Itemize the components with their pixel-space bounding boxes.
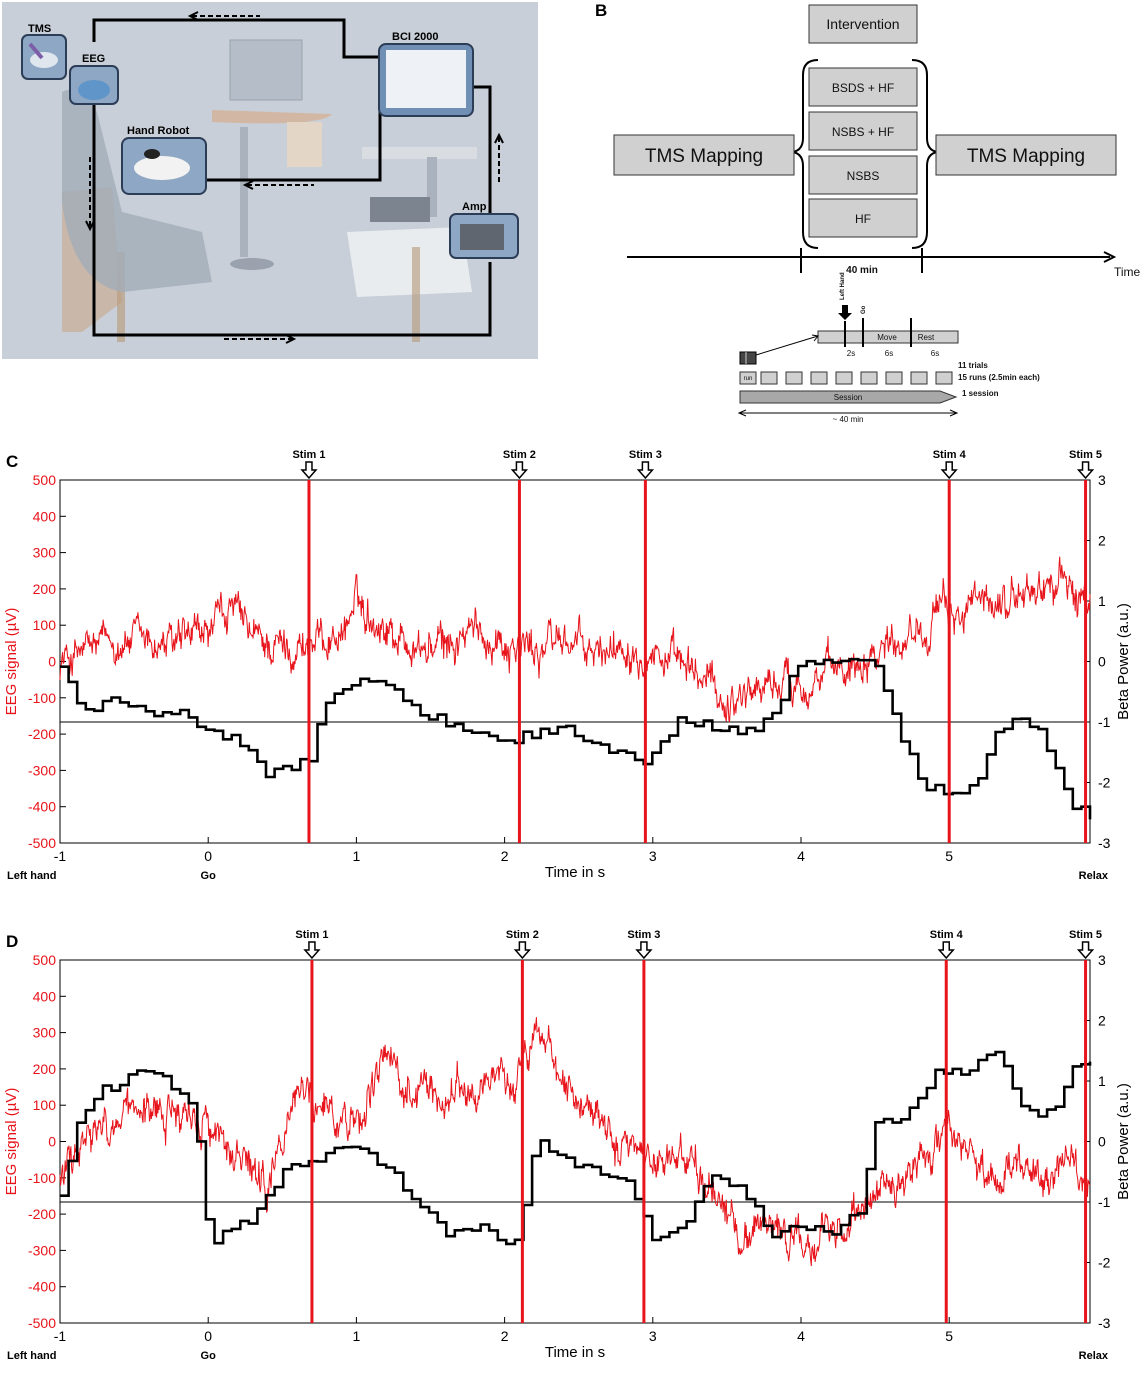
y-left-tick-label: -100: [27, 1169, 56, 1186]
y-left-tick-label: 100: [32, 1097, 56, 1114]
y-left-tick-label: 500: [32, 952, 56, 968]
stim-label: Stim 5: [1069, 449, 1103, 461]
y-left-tick-label: -300: [27, 1242, 56, 1259]
y-right-tick-label: -1: [1098, 1194, 1111, 1210]
tms-coil-icon: [30, 52, 58, 68]
chart-d: [0, 925, 1145, 1365]
tms-label: TMS: [28, 23, 52, 35]
y-left-tick-label: -400: [27, 1278, 56, 1295]
x-tick-label: 4: [797, 1328, 805, 1344]
trial-left-hand-label: Left Hand: [840, 272, 846, 300]
condition-label-3: NSBS: [846, 169, 880, 183]
cart-device: [370, 197, 430, 222]
y-left-tick-label: -500: [27, 1315, 56, 1331]
stim-label: Stim 1: [295, 929, 329, 941]
y-right-tick-label: -3: [1098, 835, 1111, 851]
x-tick-label: 3: [648, 1328, 657, 1344]
y-left-tick-label: 500: [32, 472, 56, 488]
y-right-tick-label: -1: [1098, 714, 1111, 730]
event-label: Relax: [1078, 870, 1108, 882]
hand-robot-icon: [134, 156, 190, 180]
event-label: Left hand: [7, 1350, 57, 1362]
panel-letter-d: D: [6, 932, 19, 951]
stim-arrow-icon: [302, 462, 316, 478]
y-left-tick-label: -500: [27, 835, 56, 851]
x-tick-label: 5: [945, 848, 954, 864]
x-tick-label: 0: [204, 1328, 213, 1344]
y-right-tick-label: 0: [1098, 1133, 1106, 1150]
trial-rest-label: Rest: [917, 333, 935, 342]
y-right-tick-label: 3: [1098, 472, 1106, 488]
stim-arrow-icon: [939, 942, 953, 958]
panel-letter-b: B: [595, 1, 608, 20]
x-tick-label: 4: [797, 848, 805, 864]
y-right-axis-label: Beta Power (a.u.): [1115, 603, 1132, 720]
desk-drawer: [287, 122, 322, 167]
beta-power-line: [60, 1052, 1090, 1244]
y-right-tick-label: 1: [1098, 1073, 1106, 1089]
y-left-tick-label: -400: [27, 798, 56, 815]
intervention-label: Intervention: [826, 16, 900, 32]
y-right-tick-label: 2: [1098, 1012, 1106, 1029]
stim-label: Stim 5: [1069, 929, 1103, 941]
x-tick-label: 5: [945, 1328, 954, 1344]
stim-arrow-icon: [638, 462, 652, 478]
y-left-axis-label: EEG signal (µV): [3, 607, 20, 716]
stim-arrow-icon: [942, 462, 956, 478]
condition-label-2: NSBS + HF: [831, 125, 895, 139]
stim-arrow-icon: [1079, 942, 1093, 958]
stim-arrow-icon: [512, 462, 526, 478]
chart-c: [0, 445, 1145, 885]
stim-label: Stim 4: [929, 929, 963, 941]
y-left-tick-label: 200: [32, 580, 56, 597]
x-axis-label: Time in s: [544, 864, 606, 881]
stim-arrow-icon: [515, 942, 529, 958]
stim-arrow-icon: [305, 942, 319, 958]
trial-time-2: 6s: [884, 349, 894, 358]
y-left-tick-label: 0: [48, 653, 56, 670]
trial-time-1: 2s: [846, 349, 856, 358]
y-left-axis-label: EEG signal (µV): [3, 1087, 20, 1196]
event-label: Go: [200, 870, 216, 882]
y-left-tick-label: 300: [32, 1024, 56, 1041]
session-label: Session: [833, 393, 863, 402]
trial-move-label: Move: [877, 333, 897, 342]
sessions-label: 1 session: [962, 389, 999, 398]
setup-illustration: [2, 2, 538, 359]
x-axis-label: Time in s: [544, 1344, 606, 1361]
bci-label: BCI 2000: [392, 31, 439, 43]
time-label: Time: [1114, 265, 1141, 279]
design-diagram: [600, 0, 1145, 430]
left-hand-arrow-icon: [838, 305, 852, 320]
trial-schematic: [739, 272, 1040, 424]
tms-mapping-right-label: TMS Mapping: [966, 146, 1086, 167]
x-tick-label: 2: [500, 848, 509, 864]
eeg-label: EEG: [82, 53, 106, 65]
stim-label: Stim 2: [502, 449, 536, 461]
y-left-tick-label: -200: [27, 1206, 56, 1223]
bci-monitor-screen: [386, 50, 466, 108]
tms-mapping-left-label: TMS Mapping: [644, 146, 764, 167]
x-tick-label: -1: [53, 1328, 67, 1344]
event-label: Relax: [1078, 1350, 1108, 1362]
x-tick-label: 0: [204, 848, 213, 864]
stim-label: Stim 3: [627, 929, 661, 941]
y-right-tick-label: -3: [1098, 1315, 1111, 1331]
x-tick-label: 1: [352, 848, 361, 864]
y-right-axis-label: Beta Power (a.u.): [1115, 1083, 1132, 1200]
y-left-tick-label: 0: [48, 1133, 56, 1150]
total-duration-label: ~ 40 min: [832, 415, 864, 424]
trial-time-3: 6s: [930, 349, 940, 358]
y-right-tick-label: -2: [1098, 774, 1111, 791]
eeg-cap-icon: [78, 80, 110, 100]
eeg-signal-line: [60, 557, 1090, 723]
y-left-tick-label: 200: [32, 1060, 56, 1077]
condition-label-1: BSDS + HF: [831, 81, 895, 95]
stim-arrow-icon: [637, 942, 651, 958]
desk-pole: [240, 127, 248, 257]
trial-go-label: Go: [861, 305, 867, 314]
condition-label-4: HF: [855, 212, 871, 226]
amp-label: Amp: [462, 201, 487, 213]
y-left-tick-label: 100: [32, 617, 56, 634]
y-left-tick-label: 400: [32, 988, 56, 1005]
stim-label: Stim 4: [932, 449, 966, 461]
event-label: Go: [200, 1350, 216, 1362]
event-label: Left hand: [7, 870, 57, 882]
duration-label: 40 min: [846, 265, 878, 276]
stim-label: Stim 1: [292, 449, 326, 461]
y-right-tick-label: -2: [1098, 1254, 1111, 1271]
stim-arrow-icon: [1079, 462, 1093, 478]
x-tick-label: -1: [53, 848, 67, 864]
y-right-tick-label: 3: [1098, 952, 1106, 968]
y-left-tick-label: 400: [32, 508, 56, 525]
x-tick-label: 1: [352, 1328, 361, 1344]
x-tick-label: 2: [500, 1328, 509, 1344]
y-right-tick-label: 1: [1098, 593, 1106, 609]
beta-power-line: [60, 659, 1090, 819]
stim-label: Stim 2: [505, 929, 539, 941]
y-left-tick-label: 300: [32, 544, 56, 561]
y-left-tick-label: -300: [27, 762, 56, 779]
plot-frame: [60, 960, 1090, 1323]
y-right-tick-label: 0: [1098, 653, 1106, 670]
y-left-tick-label: -100: [27, 689, 56, 706]
y-right-tick-label: 2: [1098, 532, 1106, 549]
y-left-tick-label: -200: [27, 726, 56, 743]
runs-label: 15 runs (2.5min each): [958, 373, 1040, 382]
trials-label: 11 trials: [958, 361, 988, 370]
desk-monitor: [230, 40, 302, 100]
run-label: run: [743, 376, 753, 382]
hand-robot-label: Hand Robot: [127, 125, 190, 137]
x-tick-label: 3: [648, 848, 657, 864]
table-leg: [412, 247, 420, 342]
stim-label: Stim 3: [628, 449, 662, 461]
amp-device-icon: [460, 224, 504, 250]
panel-letter-c: C: [6, 452, 19, 471]
desk-base: [230, 258, 274, 270]
